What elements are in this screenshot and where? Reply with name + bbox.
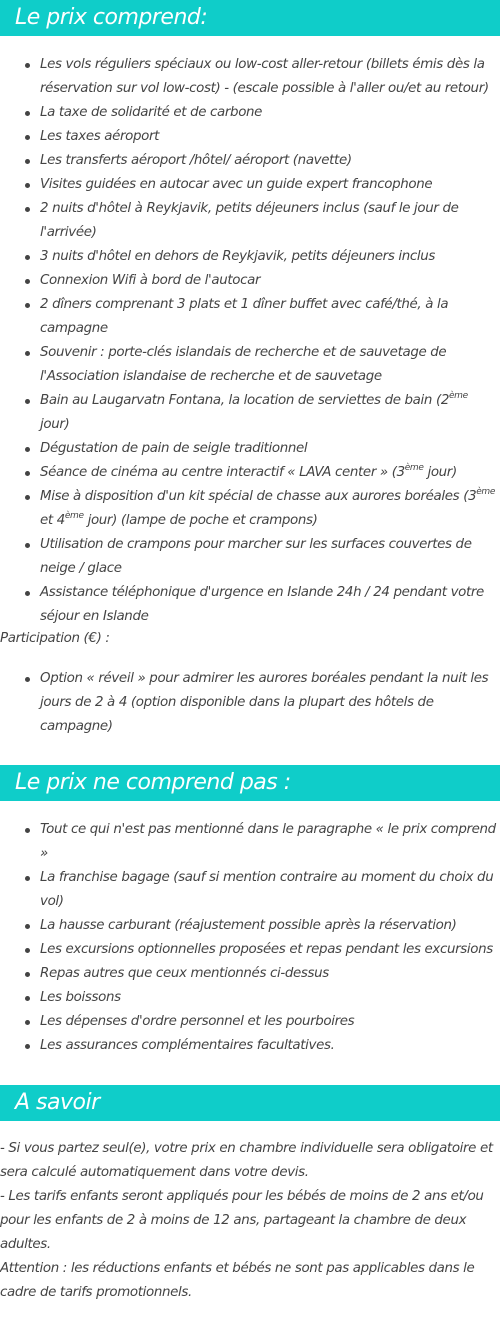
- option-list: [0, 667, 500, 739]
- bullet-icon: [25, 159, 30, 164]
- list-item: Assistance téléphonique d'urgence en Islande 24h / 24 pendant votre séjour en Islande: [0, 581, 500, 629]
- info-line: Attention : les réductions enfants et bébés ne sont pas applicables dans le cadre de tarifs promotionnels.: [0, 1261, 475, 1300]
- bullet-icon: [25, 279, 30, 284]
- bullet-icon: [25, 924, 30, 929]
- bullet-icon: [25, 996, 30, 1001]
- list-item: Tout ce qui n'est pas mentionné dans le paragraphe « le prix comprend »: [0, 818, 500, 866]
- bullet-icon: [25, 303, 30, 308]
- bullet-icon: [25, 495, 30, 500]
- list-item: La franchise bagage (sauf si mention contraire au moment du choix du vol): [0, 866, 500, 914]
- list-item: Séance de cinéma au centre interactif « LAVA center » (3ème jour): [0, 461, 500, 485]
- bullet-icon: [25, 63, 30, 68]
- list-item: Les dépenses d'ordre personnel et les pourboires: [0, 1010, 500, 1034]
- info-notes: [0, 1137, 500, 1305]
- info-line: - Les tarifs enfants seront appliqués pour les bébés de moins de 2 ans et/ou pour les enfants de 2 à moins de 12 ans, partageant la chambre de deux adultes.: [0, 1189, 484, 1252]
- list-item: La hausse carburant (réajustement possible après la réservation): [0, 914, 500, 938]
- list-item: Repas autres que ceux mentionnés ci-dessus: [0, 962, 500, 986]
- included-section-title: Le prix comprend:: [0, 0, 500, 36]
- list-item: Les taxes aéroport: [0, 125, 500, 149]
- list-item: Souvenir : porte-clés islandais de recherche et de sauvetage de l'Association islandaise de recherche et de sauvetage: [0, 341, 500, 389]
- bullet-icon: [25, 351, 30, 356]
- list-item: La taxe de solidarité et de carbone: [0, 101, 500, 125]
- list-item: Mise à disposition d'un kit spécial de chasse aux aurores boréales (3ème et 4ème jour) (lampe de poche et crampons): [0, 485, 500, 533]
- bullet-icon: [25, 399, 30, 404]
- bullet-icon: [25, 948, 30, 953]
- bullet-icon: [25, 876, 30, 881]
- bullet-icon: [25, 135, 30, 140]
- excluded-section-title: Le prix ne comprend pas :: [0, 765, 500, 801]
- bullet-icon: [25, 471, 30, 476]
- bullet-icon: [25, 111, 30, 116]
- list-item: Visites guidées en autocar avec un guide expert francophone: [0, 173, 500, 197]
- list-item: Connexion Wifi à bord de l'autocar: [0, 269, 500, 293]
- bullet-icon: [25, 677, 30, 682]
- info-line: - Si vous partez seul(e), votre prix en chambre individuelle sera obligatoire et sera calculé automatiquement dans votre devis.: [0, 1141, 493, 1180]
- participation-label: Participation (€) :: [0, 631, 110, 646]
- list-item: Les vols réguliers spéciaux ou low-cost aller-retour (billets émis dès la réservation sur vol low-cost) - (escale possible à l'aller ou/et au retour): [0, 53, 500, 101]
- excluded-list: [0, 818, 500, 1058]
- bullet-icon: [25, 1020, 30, 1025]
- bullet-icon: [25, 591, 30, 596]
- bullet-icon: [25, 255, 30, 260]
- bullet-icon: [25, 183, 30, 188]
- list-item: 2 dîners comprenant 3 plats et 1 dîner buffet avec café/thé, à la campagne: [0, 293, 500, 341]
- bullet-icon: [25, 828, 30, 833]
- list-item: Les excursions optionnelles proposées et repas pendant les excursions: [0, 938, 500, 962]
- included-list: [0, 53, 500, 629]
- list-item: Les transferts aéroport /hôtel/ aéroport (navette): [0, 149, 500, 173]
- list-item: Les boissons: [0, 986, 500, 1010]
- list-item: Les assurances complémentaires facultatives.: [0, 1034, 500, 1058]
- bullet-icon: [25, 972, 30, 977]
- list-item: Bain au Laugarvatn Fontana, la location de serviettes de bain (2ème jour): [0, 389, 500, 437]
- bullet-icon: [25, 207, 30, 212]
- list-item: Dégustation de pain de seigle traditionnel: [0, 437, 500, 461]
- bullet-icon: [25, 543, 30, 548]
- bullet-icon: [25, 1044, 30, 1049]
- list-item: Utilisation de crampons pour marcher sur les surfaces couvertes de neige / glace: [0, 533, 500, 581]
- list-item: 2 nuits d'hôtel à Reykjavik, petits déjeuners inclus (sauf le jour de l'arrivée): [0, 197, 500, 245]
- list-item: 3 nuits d'hôtel en dehors de Reykjavik, petits déjeuners inclus: [0, 245, 500, 269]
- bullet-icon: [25, 447, 30, 452]
- info-section-title: A savoir: [0, 1085, 500, 1121]
- list-item: Option « réveil » pour admirer les aurores boréales pendant la nuit les jours de 2 à 4 (option disponible dans la plupart des hôtels de campagne): [0, 667, 500, 739]
